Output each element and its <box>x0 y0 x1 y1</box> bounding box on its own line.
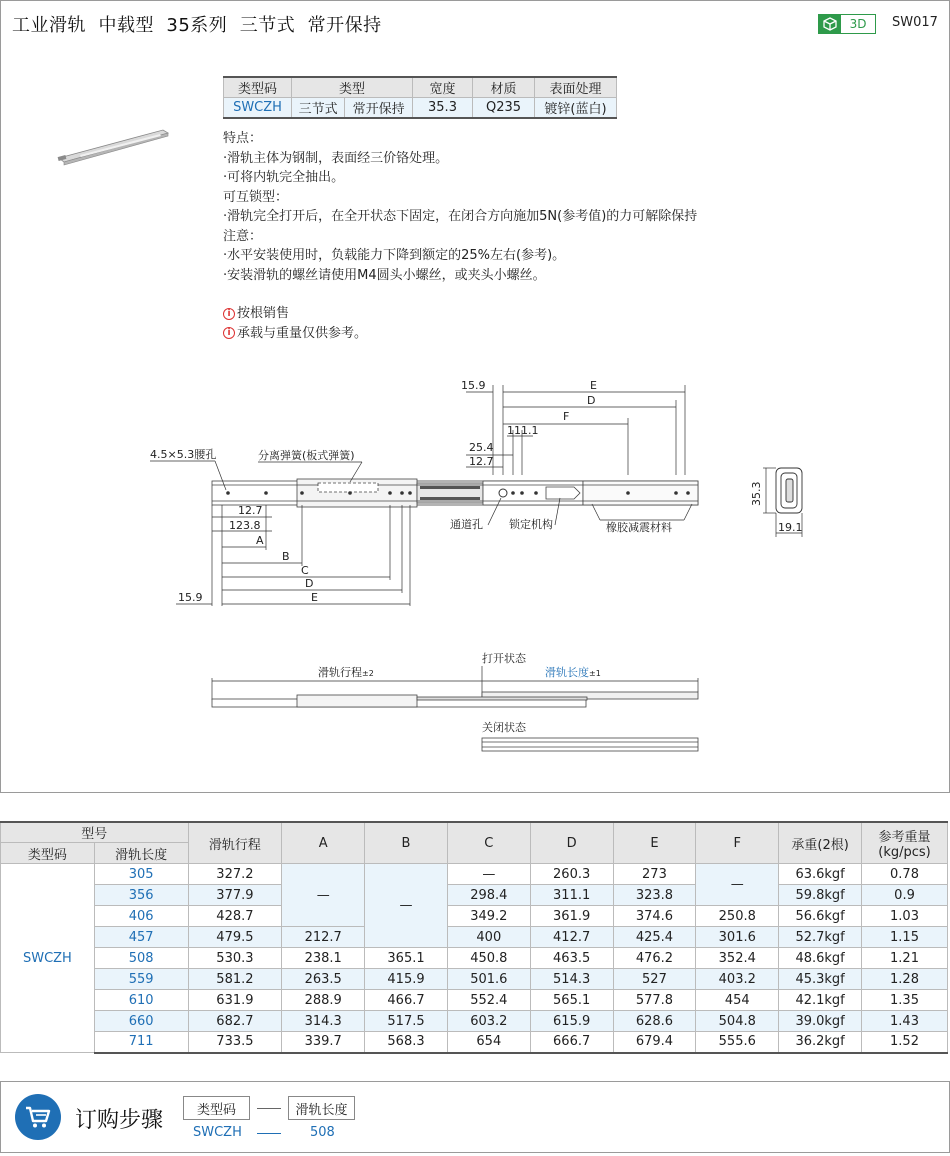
stroke-cell: 428.7 <box>188 906 282 927</box>
dim-label: 35.3 <box>750 481 763 506</box>
table-row <box>1 1032 948 1053</box>
a-cell: 288.9 <box>282 990 365 1011</box>
column-header: B <box>365 822 448 864</box>
c-cell: 349.2 <box>447 906 530 927</box>
b-cell: 466.7 <box>365 990 448 1011</box>
dim-label: C <box>301 564 309 577</box>
d-cell: 463.5 <box>530 948 613 969</box>
dash-cell: — <box>365 864 448 948</box>
step-rail-length: 滑轨长度 <box>288 1096 355 1120</box>
table-row <box>1 948 948 969</box>
c-cell: 552.4 <box>447 990 530 1011</box>
dash-cell: — <box>282 864 365 927</box>
dim-label: 19.1 <box>778 521 803 534</box>
column-header: 参考重量(kg/pcs) <box>862 822 948 864</box>
f-cell: 352.4 <box>696 948 779 969</box>
table-row <box>1 906 948 927</box>
product-image <box>55 124 175 173</box>
d-cell: 412.7 <box>530 927 613 948</box>
features-heading: 特点： <box>223 131 263 146</box>
info-icon: i <box>223 327 235 339</box>
e-cell: 374.6 <box>613 906 696 927</box>
open-state-label: 打开状态 <box>482 652 526 665</box>
example-type-code: SWCZH <box>193 1125 242 1140</box>
spec-type-b: 常开保持 <box>345 98 413 119</box>
3d-label: 3D <box>849 17 867 31</box>
page-title: 工业滑轨 中载型 35系列 三节式 常开保持 <box>12 15 382 36</box>
slot-label: 4.5×5.3腰孔 <box>150 448 217 461</box>
d-cell: 361.9 <box>530 906 613 927</box>
3d-model-button[interactable] <box>818 14 876 34</box>
load-cell: 48.6kgf <box>779 948 862 969</box>
lock-mech-label: 锁定机构 <box>509 518 553 531</box>
weight-cell: 1.03 <box>862 906 948 927</box>
f-cell: 250.8 <box>696 906 779 927</box>
feature-item: ·可将内轨完全抽出。 <box>223 170 345 185</box>
d-cell: 311.1 <box>530 885 613 906</box>
load-cell: 39.0kgf <box>779 1011 862 1032</box>
a-cell: 263.5 <box>282 969 365 990</box>
column-header: C <box>447 822 530 864</box>
stroke-cell: 377.9 <box>188 885 282 906</box>
length-cell: 660 <box>94 1011 188 1032</box>
sub-header: 类型码 <box>1 843 95 864</box>
lock-item: ·滑轨完全打开后，在全开状态下固定，在闭合方向施加5N(参考值)的力可解除保持 <box>223 209 698 224</box>
load-cell: 63.6kgf <box>779 864 862 885</box>
weight-cell: 1.15 <box>862 927 948 948</box>
spec-material: Q235 <box>473 98 535 119</box>
group-header: 型号 <box>1 822 189 843</box>
stroke-cell: 682.7 <box>188 1011 282 1032</box>
column-header: E <box>613 822 696 864</box>
dim-label: 111.1 <box>507 424 539 437</box>
weight-cell: 1.28 <box>862 969 948 990</box>
stroke-cell: 327.2 <box>188 864 282 885</box>
dim-label: F <box>563 410 570 423</box>
d-cell: 565.1 <box>530 990 613 1011</box>
caution-heading: 注意： <box>223 228 263 244</box>
e-cell: 323.8 <box>613 885 696 906</box>
c-cell: 298.4 <box>447 885 530 906</box>
features-block <box>223 129 697 343</box>
info-icon: i <box>223 308 235 320</box>
a-cell: 212.7 <box>282 927 365 948</box>
weight-cell: 1.43 <box>862 1011 948 1032</box>
dimension-table <box>0 821 948 1054</box>
cart-icon <box>15 1094 61 1140</box>
spec-header: 宽度 <box>413 77 473 98</box>
load-cell: 36.2kgf <box>779 1032 862 1053</box>
stroke-cell: 581.2 <box>188 969 282 990</box>
spring-label: 分离弹簧(板式弹簧) <box>258 449 355 462</box>
step-connector <box>257 1108 281 1109</box>
e-cell: 577.8 <box>613 990 696 1011</box>
dim-label: 12.7 <box>469 455 494 468</box>
dim-label: 12.7 <box>238 504 263 517</box>
column-header: A <box>282 822 365 864</box>
column-header: F <box>696 822 779 864</box>
caution-item: ·水平安装使用时，负载能力下降到额定的25%左右(参考)。 <box>223 248 566 263</box>
table-row <box>1 990 948 1011</box>
b-cell: 365.1 <box>365 948 448 969</box>
dim-label: A <box>256 534 264 547</box>
c-cell: 400 <box>447 927 530 948</box>
column-header: D <box>530 822 613 864</box>
dim-label: E <box>590 379 597 392</box>
f-cell: 301.6 <box>696 927 779 948</box>
rubber-label: 橡胶减震材料 <box>606 521 672 534</box>
stroke-cell: 479.5 <box>188 927 282 948</box>
sub-header: 滑轨长度 <box>94 843 188 864</box>
d-cell: 260.3 <box>530 864 613 885</box>
step-type-code: 类型码 <box>183 1096 250 1120</box>
load-cell: 45.3kgf <box>779 969 862 990</box>
f-cell: 454 <box>696 990 779 1011</box>
dash-cell: — <box>696 864 779 906</box>
dim-label: D <box>305 577 314 590</box>
e-cell: 527 <box>613 969 696 990</box>
table-row <box>1 1011 948 1032</box>
d-cell: 666.7 <box>530 1032 613 1053</box>
note: i 承载与重量仅供参考。 <box>223 324 697 344</box>
length-cell: 559 <box>94 969 188 990</box>
spec-table <box>223 76 617 119</box>
e-cell: 679.4 <box>613 1032 696 1053</box>
e-cell: 425.4 <box>613 927 696 948</box>
table-row <box>1 864 948 885</box>
e-cell: 476.2 <box>613 948 696 969</box>
dim-label: 15.9 <box>178 591 203 604</box>
weight-cell: 1.35 <box>862 990 948 1011</box>
a-cell: 339.7 <box>282 1032 365 1053</box>
dim-label: 15.9 <box>461 379 486 392</box>
spec-surface: 镀锌(蓝白) <box>535 98 617 119</box>
length-label: 滑轨长度±1 <box>545 666 601 679</box>
c-cell: — <box>447 864 530 885</box>
spec-header: 表面处理 <box>535 77 617 98</box>
load-cell: 59.8kgf <box>779 885 862 906</box>
c-cell: 501.6 <box>447 969 530 990</box>
load-cell: 42.1kgf <box>779 990 862 1011</box>
table-row <box>1 969 948 990</box>
d-cell: 514.3 <box>530 969 613 990</box>
weight-cell: 0.9 <box>862 885 948 906</box>
length-cell: 711 <box>94 1032 188 1053</box>
length-cell: 406 <box>94 906 188 927</box>
technical-drawing <box>0 370 950 790</box>
order-title: 订购步骤 <box>75 1108 164 1133</box>
type-code-cell: SWCZH <box>1 864 95 1053</box>
lock-heading: 可互锁型： <box>223 189 289 205</box>
dim-label: 123.8 <box>229 519 261 532</box>
dim-label: E <box>311 591 318 604</box>
weight-cell: 1.52 <box>862 1032 948 1053</box>
length-cell: 457 <box>94 927 188 948</box>
product-code: SW017 <box>892 15 938 30</box>
spec-width: 35.3 <box>413 98 473 119</box>
stroke-cell: 733.5 <box>188 1032 282 1053</box>
order-steps <box>0 1081 950 1153</box>
dim-label: B <box>282 550 290 563</box>
spec-type-code: SWCZH <box>224 98 292 119</box>
stroke-cell: 631.9 <box>188 990 282 1011</box>
note: i 按根销售 <box>223 304 697 324</box>
dim-label: 25.4 <box>469 441 494 454</box>
a-cell: 314.3 <box>282 1011 365 1032</box>
cube-icon <box>819 15 841 33</box>
stroke-cell: 530.3 <box>188 948 282 969</box>
length-cell: 356 <box>94 885 188 906</box>
feature-item: ·滑轨主体为钢制，表面经三价铬处理。 <box>223 150 449 166</box>
b-cell: 415.9 <box>365 969 448 990</box>
dim-label: D <box>587 394 596 407</box>
length-cell: 305 <box>94 864 188 885</box>
length-cell: 610 <box>94 990 188 1011</box>
c-cell: 450.8 <box>447 948 530 969</box>
f-cell: 555.6 <box>696 1032 779 1053</box>
through-hole-label: 通道孔 <box>450 518 483 531</box>
e-cell: 273 <box>613 864 696 885</box>
f-cell: 403.2 <box>696 969 779 990</box>
weight-cell: 1.21 <box>862 948 948 969</box>
table-row <box>1 885 948 906</box>
spec-header: 类型 <box>292 77 413 98</box>
f-cell: 504.8 <box>696 1011 779 1032</box>
c-cell: 603.2 <box>447 1011 530 1032</box>
load-cell: 52.7kgf <box>779 927 862 948</box>
d-cell: 615.9 <box>530 1011 613 1032</box>
length-cell: 508 <box>94 948 188 969</box>
b-cell: 568.3 <box>365 1032 448 1053</box>
e-cell: 628.6 <box>613 1011 696 1032</box>
spec-header: 材质 <box>473 77 535 98</box>
caution-item: ·安装滑轨的螺丝请使用M4圆头小螺丝，或夹头小螺丝。 <box>223 267 546 283</box>
column-header: 承重(2根) <box>779 822 862 864</box>
spec-header: 类型码 <box>224 77 292 98</box>
stroke-label: 滑轨行程±2 <box>318 666 374 679</box>
b-cell: 517.5 <box>365 1011 448 1032</box>
weight-cell: 0.78 <box>862 864 948 885</box>
load-cell: 56.6kgf <box>779 906 862 927</box>
c-cell: 654 <box>447 1032 530 1053</box>
spec-type-a: 三节式 <box>292 98 345 119</box>
table-row <box>1 927 948 948</box>
column-header: 滑轨行程 <box>188 822 282 864</box>
value-connector <box>257 1133 281 1134</box>
a-cell: 238.1 <box>282 948 365 969</box>
closed-state-label: 关闭状态 <box>482 721 526 734</box>
example-length: 508 <box>310 1125 335 1140</box>
